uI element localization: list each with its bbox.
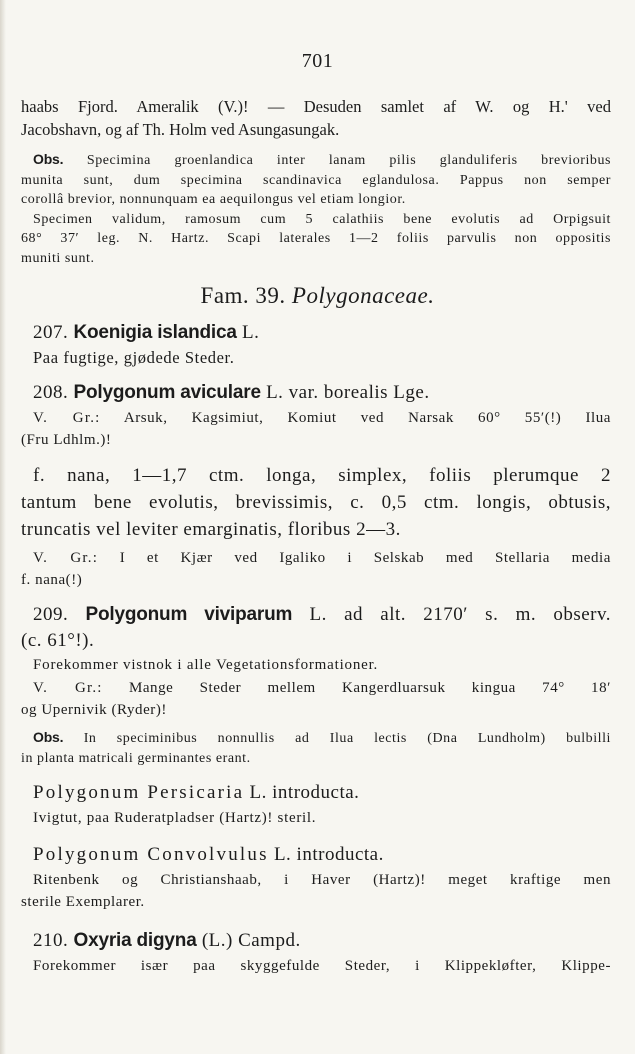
text-line: Specimen validum, ramosum cum 5 calathiis bene evolutis ad Orpigsuit xyxy=(33,211,611,227)
page-spine-shadow xyxy=(0,0,6,1054)
species-heading: 209. Polygonum viviparum L. ad alt. 2170′ s. m. observ. xyxy=(33,604,611,625)
species-210 xyxy=(21,926,611,977)
text-line: munita sunt, dum specimina scandinavica eglandulosa. Pappus non semper xyxy=(21,172,611,188)
obs-label: Obs. xyxy=(33,151,64,167)
text-line: f. nana(!) xyxy=(21,572,83,588)
text-line: (c. 61°!). xyxy=(21,630,95,651)
text-line: og Upernivik (Ryder)! xyxy=(21,702,167,718)
species-heading: Polygonum Convolvulus L. introducta. xyxy=(33,844,384,865)
text-line: f. nana, 1—1,7 ctm. longa, simplex, foliis plerumque 2 xyxy=(33,465,611,486)
text-line: haabs Fjord. Ameralik (V.)! — Desuden samlet af W. og H.' ved xyxy=(21,97,611,116)
text-line: V. Gr.: I et Kjær ved Igaliko i Selskab med Stellaria media xyxy=(33,550,611,566)
text-line xyxy=(21,150,611,171)
text-line: Paa fugtige, gjødede Steder. xyxy=(33,348,235,367)
species-heading: 208. Polygonum aviculare L. var. borealis Lge. xyxy=(33,382,430,403)
text-line: tantum bene evolutis, brevissimis, c. 0,5 ctm. longis, obtusis, xyxy=(21,492,611,513)
text-line: Obs. In speciminibus nonnullis ad Ilua lectis (Dna Lundholm) bulbilli xyxy=(33,729,611,746)
species-208 xyxy=(21,378,611,451)
continuation-paragraph xyxy=(21,96,611,140)
species-persicaria xyxy=(21,778,611,829)
text-line: corollâ brevior, nonnunquam ea aequilongus vel etiam longior. xyxy=(21,192,406,207)
text-line: 68° 37′ leg. N. Hartz. Scapi laterales 1—2 foliis parvulis non oppositis xyxy=(21,231,611,246)
text-line: Ivigtut, paa Ruderatpladser (Hartz)! steril. xyxy=(33,810,317,826)
text-line: V. Gr.: Mange Steder mellem Kangerdluarsuk kingua 74° 18′ xyxy=(33,680,611,696)
species-207 xyxy=(21,318,611,368)
text-line: Ritenbenk og Christianshaab, i Haver (Hartz)! meget kraftige men xyxy=(33,872,611,888)
text-line: Jacobshavn, og af Th. Holm ved Asungasungak. xyxy=(21,120,340,139)
text-line: Forekommer vistnok i alle Vegetationsformationer. xyxy=(33,657,379,673)
species-heading: 207. Koenigia islandica L. xyxy=(33,322,260,343)
obs-note xyxy=(21,150,611,268)
species-heading: 210. Oxyria digyna (L.) Campd. xyxy=(33,930,301,951)
species-heading: Polygonum Persicaria L. introducta. xyxy=(33,782,360,803)
text-line: truncatis vel leviter emarginatis, floribus 2—3. xyxy=(21,519,401,540)
species-convolvulus xyxy=(21,840,611,913)
text-line: Forekommer især paa skyggefulde Steder, i Klippekløfter, Klippe- xyxy=(33,958,611,974)
family-number: Fam. 39. xyxy=(200,283,286,308)
text-line: in planta matricali germinantes erant. xyxy=(21,750,251,766)
obs-note-2 xyxy=(21,728,611,768)
family-name: Polygonaceae. xyxy=(291,283,435,308)
text-line: V. Gr.: Arsuk, Kagsimiut, Komiut ved Narsak 60° 55′(!) Ilua xyxy=(33,410,611,426)
text-line: sterile Exemplarer. xyxy=(21,894,145,910)
obs-text: Specimina groenlandica inter lanam pilis glanduliferis brevioribus xyxy=(86,153,611,168)
text-line: (Fru Ldhlm.)! xyxy=(21,432,112,448)
species-209 xyxy=(21,600,611,721)
text-line: muniti sunt. xyxy=(21,250,95,266)
page-number: 701 xyxy=(301,50,334,72)
form-nana xyxy=(21,462,611,591)
family-heading xyxy=(0,283,635,309)
